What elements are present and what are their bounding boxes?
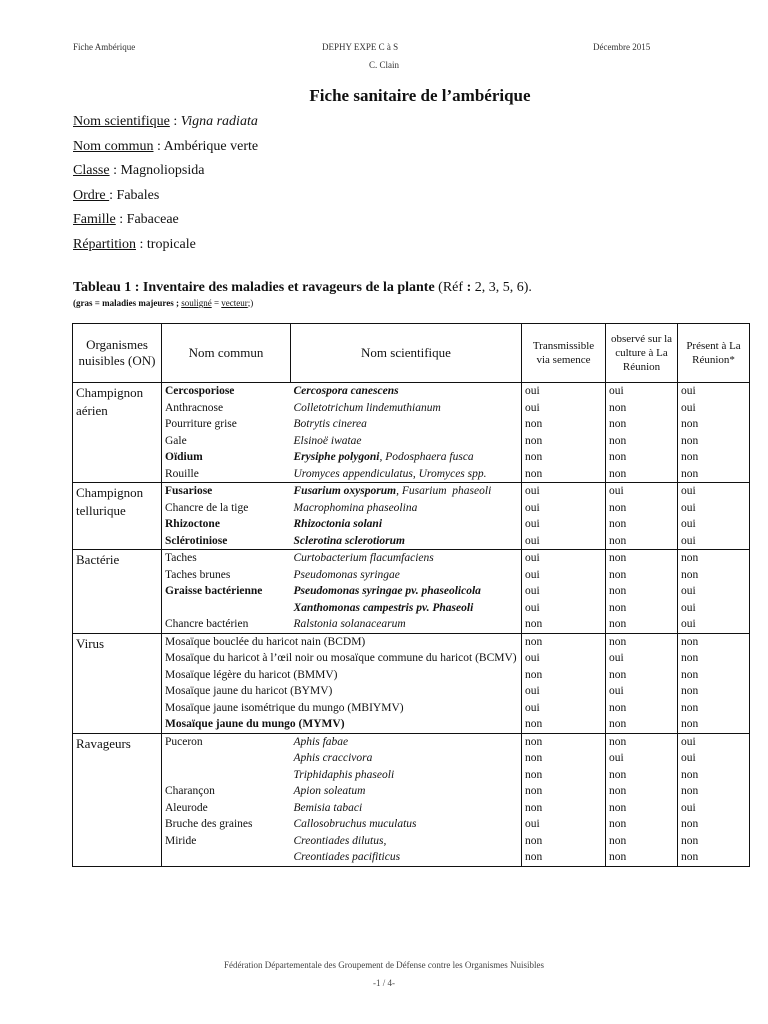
observed-cell: oui: [606, 683, 678, 700]
observed-cell: non: [606, 800, 678, 817]
sci-name-text: Botrytis cinerea: [293, 418, 367, 430]
table-row: [73, 416, 750, 433]
sci-name-cell: [291, 733, 522, 750]
sci-name-text: Creontiades pacifiticus: [293, 851, 401, 863]
seed-cell: non: [522, 667, 606, 684]
sci-name-cell: [291, 433, 522, 450]
sci-name-cell: [291, 800, 522, 817]
present-cell: non: [678, 466, 750, 483]
seed-cell: non: [522, 716, 606, 733]
present-cell: non: [678, 783, 750, 800]
observed-cell: oui: [606, 750, 678, 767]
col-header-seed: Transmissible via semence: [522, 324, 606, 383]
observed-cell: non: [606, 400, 678, 417]
observed-cell: non: [606, 567, 678, 584]
present-cell: oui: [678, 616, 750, 633]
table-caption-ref-label: (Réf: [434, 280, 467, 295]
observed-cell: non: [606, 600, 678, 617]
field-value: Fabaceae: [126, 212, 179, 227]
table-row: [73, 583, 750, 600]
field-line: [73, 184, 258, 209]
seed-cell: oui: [522, 516, 606, 533]
sci-name-text: Aphis craccivora: [293, 752, 373, 764]
common-name-cell: Puceron: [162, 733, 291, 750]
sci-name-cell: [291, 767, 522, 784]
field-line: [73, 159, 258, 184]
seed-cell: non: [522, 633, 606, 650]
present-cell: oui: [678, 600, 750, 617]
present-cell: oui: [678, 516, 750, 533]
common-name-cell: Graisse bactérienne: [162, 583, 291, 600]
present-cell: non: [678, 716, 750, 733]
sci-name-cell: [291, 516, 522, 533]
sci-name-cell: [291, 783, 522, 800]
field-separator: :: [169, 114, 181, 129]
observed-cell: non: [606, 516, 678, 533]
common-name-cell: Bruche des graines: [162, 816, 291, 833]
observed-cell: non: [606, 416, 678, 433]
field-label: Ordre: [73, 187, 110, 203]
table-row: [73, 667, 750, 684]
seed-cell: non: [522, 750, 606, 767]
present-cell: oui: [678, 383, 750, 400]
table-row: [73, 833, 750, 850]
common-name-cell: Fusariose: [162, 483, 291, 500]
sci-name-text: Uromyces appendiculatus, Uromyces spp.: [293, 467, 487, 480]
common-name-cell: Gale: [162, 433, 291, 450]
present-cell: non: [678, 683, 750, 700]
table-row: [73, 650, 750, 667]
present-cell: non: [678, 700, 750, 717]
seed-cell: oui: [522, 816, 606, 833]
header-right: Décembre 2015: [593, 42, 651, 52]
present-cell: oui: [678, 583, 750, 600]
page-number: -1 / 4-: [373, 978, 395, 988]
observed-cell: non: [606, 700, 678, 717]
page-title: Fiche sanitaire de l’ambérique: [309, 86, 531, 105]
seed-cell: non: [522, 449, 606, 466]
sci-name-text: Apion soleatum: [293, 785, 366, 797]
field-separator: :: [109, 163, 121, 178]
legend-mid: =: [211, 298, 222, 308]
observed-cell: non: [606, 583, 678, 600]
observed-cell: non: [606, 816, 678, 833]
sci-name-cell: [291, 466, 522, 483]
common-name-cell: Oïdium: [162, 449, 291, 466]
seed-cell: non: [522, 416, 606, 433]
present-cell: non: [678, 567, 750, 584]
common-name-cell: [162, 767, 291, 784]
present-cell: non: [678, 550, 750, 567]
sci-name-cell: [291, 583, 522, 600]
plant-fields: [73, 110, 258, 257]
seed-cell: non: [522, 833, 606, 850]
sci-name-text: Rhizoctonia solani: [293, 518, 383, 530]
present-cell: non: [678, 667, 750, 684]
category-cell: Champignon tellurique: [73, 483, 162, 550]
sci-name-cell: [291, 833, 522, 850]
field-value: Magnoliopsida: [120, 163, 205, 178]
seed-cell: oui: [522, 483, 606, 500]
observed-cell: non: [606, 783, 678, 800]
sci-name-text: Sclerotina sclerotiorum: [293, 534, 405, 547]
header-center: DEPHY EXPE C à S: [322, 42, 399, 52]
observed-cell: non: [606, 616, 678, 633]
legend-underlined: souligné: [181, 298, 212, 308]
seed-cell: oui: [522, 600, 606, 617]
table-caption-title: Tableau 1 : Inventaire des maladies et ravageurs de la plante: [73, 280, 435, 295]
common-name-cell: Miride: [162, 833, 291, 850]
common-name-cell: Aleurode: [162, 800, 291, 817]
common-name-cell: Rhizoctone: [162, 516, 291, 533]
common-name-cell: [162, 849, 291, 866]
observed-cell: non: [606, 767, 678, 784]
common-name-cell: Chancre bactérien: [162, 616, 291, 633]
seed-cell: oui: [522, 683, 606, 700]
observed-cell: non: [606, 733, 678, 750]
table-row: [73, 816, 750, 833]
observed-cell: non: [606, 466, 678, 483]
observed-cell: oui: [606, 483, 678, 500]
table-row: [73, 600, 750, 617]
common-name-cell: Taches: [162, 550, 291, 567]
present-cell: non: [678, 833, 750, 850]
table-row: [73, 449, 750, 466]
common-name-cell: Cercosporiose: [162, 383, 291, 400]
present-cell: oui: [678, 800, 750, 817]
field-label: Famille: [73, 212, 116, 227]
seed-cell: non: [522, 466, 606, 483]
observed-cell: non: [606, 550, 678, 567]
sci-name-cell: [291, 816, 522, 833]
col-header-on: Organismes nuisibles (ON): [73, 324, 162, 383]
field-separator: :: [136, 236, 147, 252]
present-cell: oui: [678, 500, 750, 517]
sci-name-cell: [291, 449, 522, 466]
sci-name-text: Curtobacterium flacumfaciens: [293, 552, 434, 564]
col-header-obs: observé sur la culture à La Réunion: [606, 324, 678, 383]
sci-name-cell: [291, 400, 522, 417]
seed-cell: non: [522, 783, 606, 800]
sci-name-cell: [291, 416, 522, 433]
col-header-sci: Nom scientifique: [291, 324, 522, 383]
observed-cell: non: [606, 716, 678, 733]
sci-name-cell: [291, 750, 522, 767]
seed-cell: oui: [522, 583, 606, 600]
common-name-cell: [162, 600, 291, 617]
table-row: [73, 616, 750, 633]
virus-name-cell: Mosaïque bouclée du haricot nain (BCDM): [162, 633, 522, 650]
sci-name-cell: [291, 533, 522, 550]
sci-name-cell: [291, 383, 522, 400]
common-name-cell: Taches brunes: [162, 567, 291, 584]
table-row: [73, 633, 750, 650]
present-cell: non: [678, 849, 750, 866]
seed-cell: oui: [522, 650, 606, 667]
col-header-common: Nom commun: [162, 324, 291, 383]
sci-name-extra: , Fusarium phaseoli: [396, 485, 492, 497]
present-cell: non: [678, 816, 750, 833]
observed-cell: non: [606, 433, 678, 450]
category-cell: Champignon aérien: [73, 383, 162, 483]
table-row: [73, 683, 750, 700]
virus-name-cell: Mosaïque légère du haricot (BMMV): [162, 667, 522, 684]
sci-name-text: Aphis fabae: [293, 735, 349, 748]
field-separator: :: [115, 212, 127, 227]
present-cell: non: [678, 416, 750, 433]
table-row: [73, 733, 750, 750]
table-row: [73, 500, 750, 517]
observed-cell: non: [606, 849, 678, 866]
present-cell: oui: [678, 483, 750, 500]
table-row: [73, 767, 750, 784]
present-cell: non: [678, 767, 750, 784]
sci-name-extra: , Podosphaera fusca: [379, 451, 474, 463]
sci-name-text: Fusarium oxysporum: [293, 485, 397, 497]
common-name-cell: Charançon: [162, 783, 291, 800]
sci-name-cell: [291, 500, 522, 517]
present-cell: oui: [678, 400, 750, 417]
observed-cell: non: [606, 449, 678, 466]
field-value: tropicale: [146, 236, 196, 252]
present-cell: oui: [678, 533, 750, 550]
present-cell: non: [678, 433, 750, 450]
field-line: [73, 233, 258, 258]
sci-name-text: Elsinoë iwatae: [293, 434, 362, 447]
present-cell: oui: [678, 733, 750, 750]
table-row: [73, 567, 750, 584]
seed-cell: oui: [522, 550, 606, 567]
sci-name-text: Bemisia tabaci: [293, 801, 363, 814]
seed-cell: oui: [522, 383, 606, 400]
seed-cell: non: [522, 767, 606, 784]
table-caption-ref-colon: :: [466, 280, 472, 295]
sci-name-text: Ralstonia solanacearum: [293, 618, 406, 630]
header-left: Fiche Ambérique: [73, 42, 136, 52]
table-row: [73, 700, 750, 717]
col-header-present: Présent à La Réunion*: [678, 324, 750, 383]
seed-cell: oui: [522, 500, 606, 517]
sci-name-text: Callosobruchus muculatus: [293, 818, 417, 830]
present-cell: non: [678, 449, 750, 466]
table-row: [73, 516, 750, 533]
sci-name-text: Macrophomina phaseolina: [293, 501, 418, 514]
table-row: [73, 849, 750, 866]
common-name-cell: [162, 750, 291, 767]
table-header-row: [73, 324, 750, 383]
category-cell: Virus: [73, 633, 162, 733]
present-cell: oui: [678, 750, 750, 767]
seed-cell: oui: [522, 567, 606, 584]
sci-name-cell: [291, 567, 522, 584]
seed-cell: oui: [522, 400, 606, 417]
virus-name-cell: Mosaïque jaune du haricot (BYMV): [162, 683, 522, 700]
virus-name-cell: Mosaïque jaune du mungo (MYMV): [162, 716, 522, 733]
table-caption-ref-values: 2, 3, 5, 6).: [471, 280, 532, 295]
sci-name-text: Xanthomonas campestris pv. Phaseoli: [293, 601, 474, 614]
field-value: Vigna radiata: [180, 114, 258, 129]
field-separator: :: [109, 187, 117, 203]
legend-vector: vecteur: [221, 298, 248, 308]
table-row: [73, 400, 750, 417]
sci-name-text: Colletotrichum lindemuthianum: [293, 401, 441, 414]
common-name-cell: Sclérotiniose: [162, 533, 291, 550]
field-line: [73, 135, 258, 160]
field-value: Ambérique verte: [163, 138, 259, 154]
inventory-table: [72, 323, 750, 867]
seed-cell: non: [522, 733, 606, 750]
observed-cell: non: [606, 833, 678, 850]
common-name-cell: Rouille: [162, 466, 291, 483]
sci-name-text: Triphidaphis phaseoli: [293, 768, 395, 781]
legend-close: ;): [247, 298, 254, 308]
seed-cell: oui: [522, 700, 606, 717]
observed-cell: non: [606, 533, 678, 550]
virus-name-cell: Mosaïque jaune isométrique du mungo (MBIYMV): [162, 700, 522, 717]
seed-cell: oui: [522, 533, 606, 550]
seed-cell: non: [522, 800, 606, 817]
sci-name-cell: [291, 550, 522, 567]
table-caption: [73, 280, 532, 296]
field-label: Répartition: [73, 236, 136, 252]
table-legend: [73, 298, 253, 308]
field-value: Fabales: [116, 187, 160, 203]
sci-name-text: Cercospora canescens: [293, 385, 399, 397]
sci-name-text: Erysiphe polygoni: [293, 451, 380, 463]
footer: Fédération Départementale des Groupement de Défense contre les Organismes Nuisibles: [224, 960, 544, 970]
sci-name-cell: [291, 483, 522, 500]
table-row: [73, 433, 750, 450]
common-name-cell: Anthracnose: [162, 400, 291, 417]
table-row: [73, 533, 750, 550]
observed-cell: non: [606, 500, 678, 517]
table-row: [73, 483, 750, 500]
field-separator: :: [153, 138, 164, 154]
observed-cell: non: [606, 633, 678, 650]
observed-cell: oui: [606, 650, 678, 667]
field-line: [73, 208, 258, 233]
sci-name-cell: [291, 616, 522, 633]
sci-name-text: Pseudomonas syringae: [293, 568, 400, 581]
legend-open: (gras = maladies majeures ;: [73, 298, 182, 308]
seed-cell: non: [522, 616, 606, 633]
present-cell: non: [678, 650, 750, 667]
table-row: [73, 383, 750, 400]
category-cell: Ravageurs: [73, 733, 162, 866]
table-row: [73, 800, 750, 817]
table-row: [73, 783, 750, 800]
sci-name-cell: [291, 849, 522, 866]
field-label: Classe: [73, 163, 110, 178]
table-row: [73, 466, 750, 483]
virus-name-cell: Mosaïque du haricot à l’œil noir ou mosaïque commune du haricot (BCMV): [162, 650, 522, 667]
common-name-cell: Pourriture grise: [162, 416, 291, 433]
observed-cell: non: [606, 667, 678, 684]
field-line: [73, 110, 258, 135]
sci-name-text: Creontiades dilutus,: [293, 834, 387, 847]
field-label: Nom scientifique: [73, 114, 170, 129]
seed-cell: non: [522, 433, 606, 450]
present-cell: non: [678, 633, 750, 650]
seed-cell: non: [522, 849, 606, 866]
table-row: [73, 716, 750, 733]
table-row: [73, 750, 750, 767]
common-name-cell: Chancre de la tige: [162, 500, 291, 517]
field-label: Nom commun: [73, 138, 154, 154]
category-cell: Bactérie: [73, 550, 162, 634]
observed-cell: oui: [606, 383, 678, 400]
sci-name-cell: [291, 600, 522, 617]
sci-name-text: Pseudomonas syringae pv. phaseolicola: [293, 585, 481, 597]
header-author: C. Clain: [368, 60, 399, 70]
table-row: [73, 550, 750, 567]
